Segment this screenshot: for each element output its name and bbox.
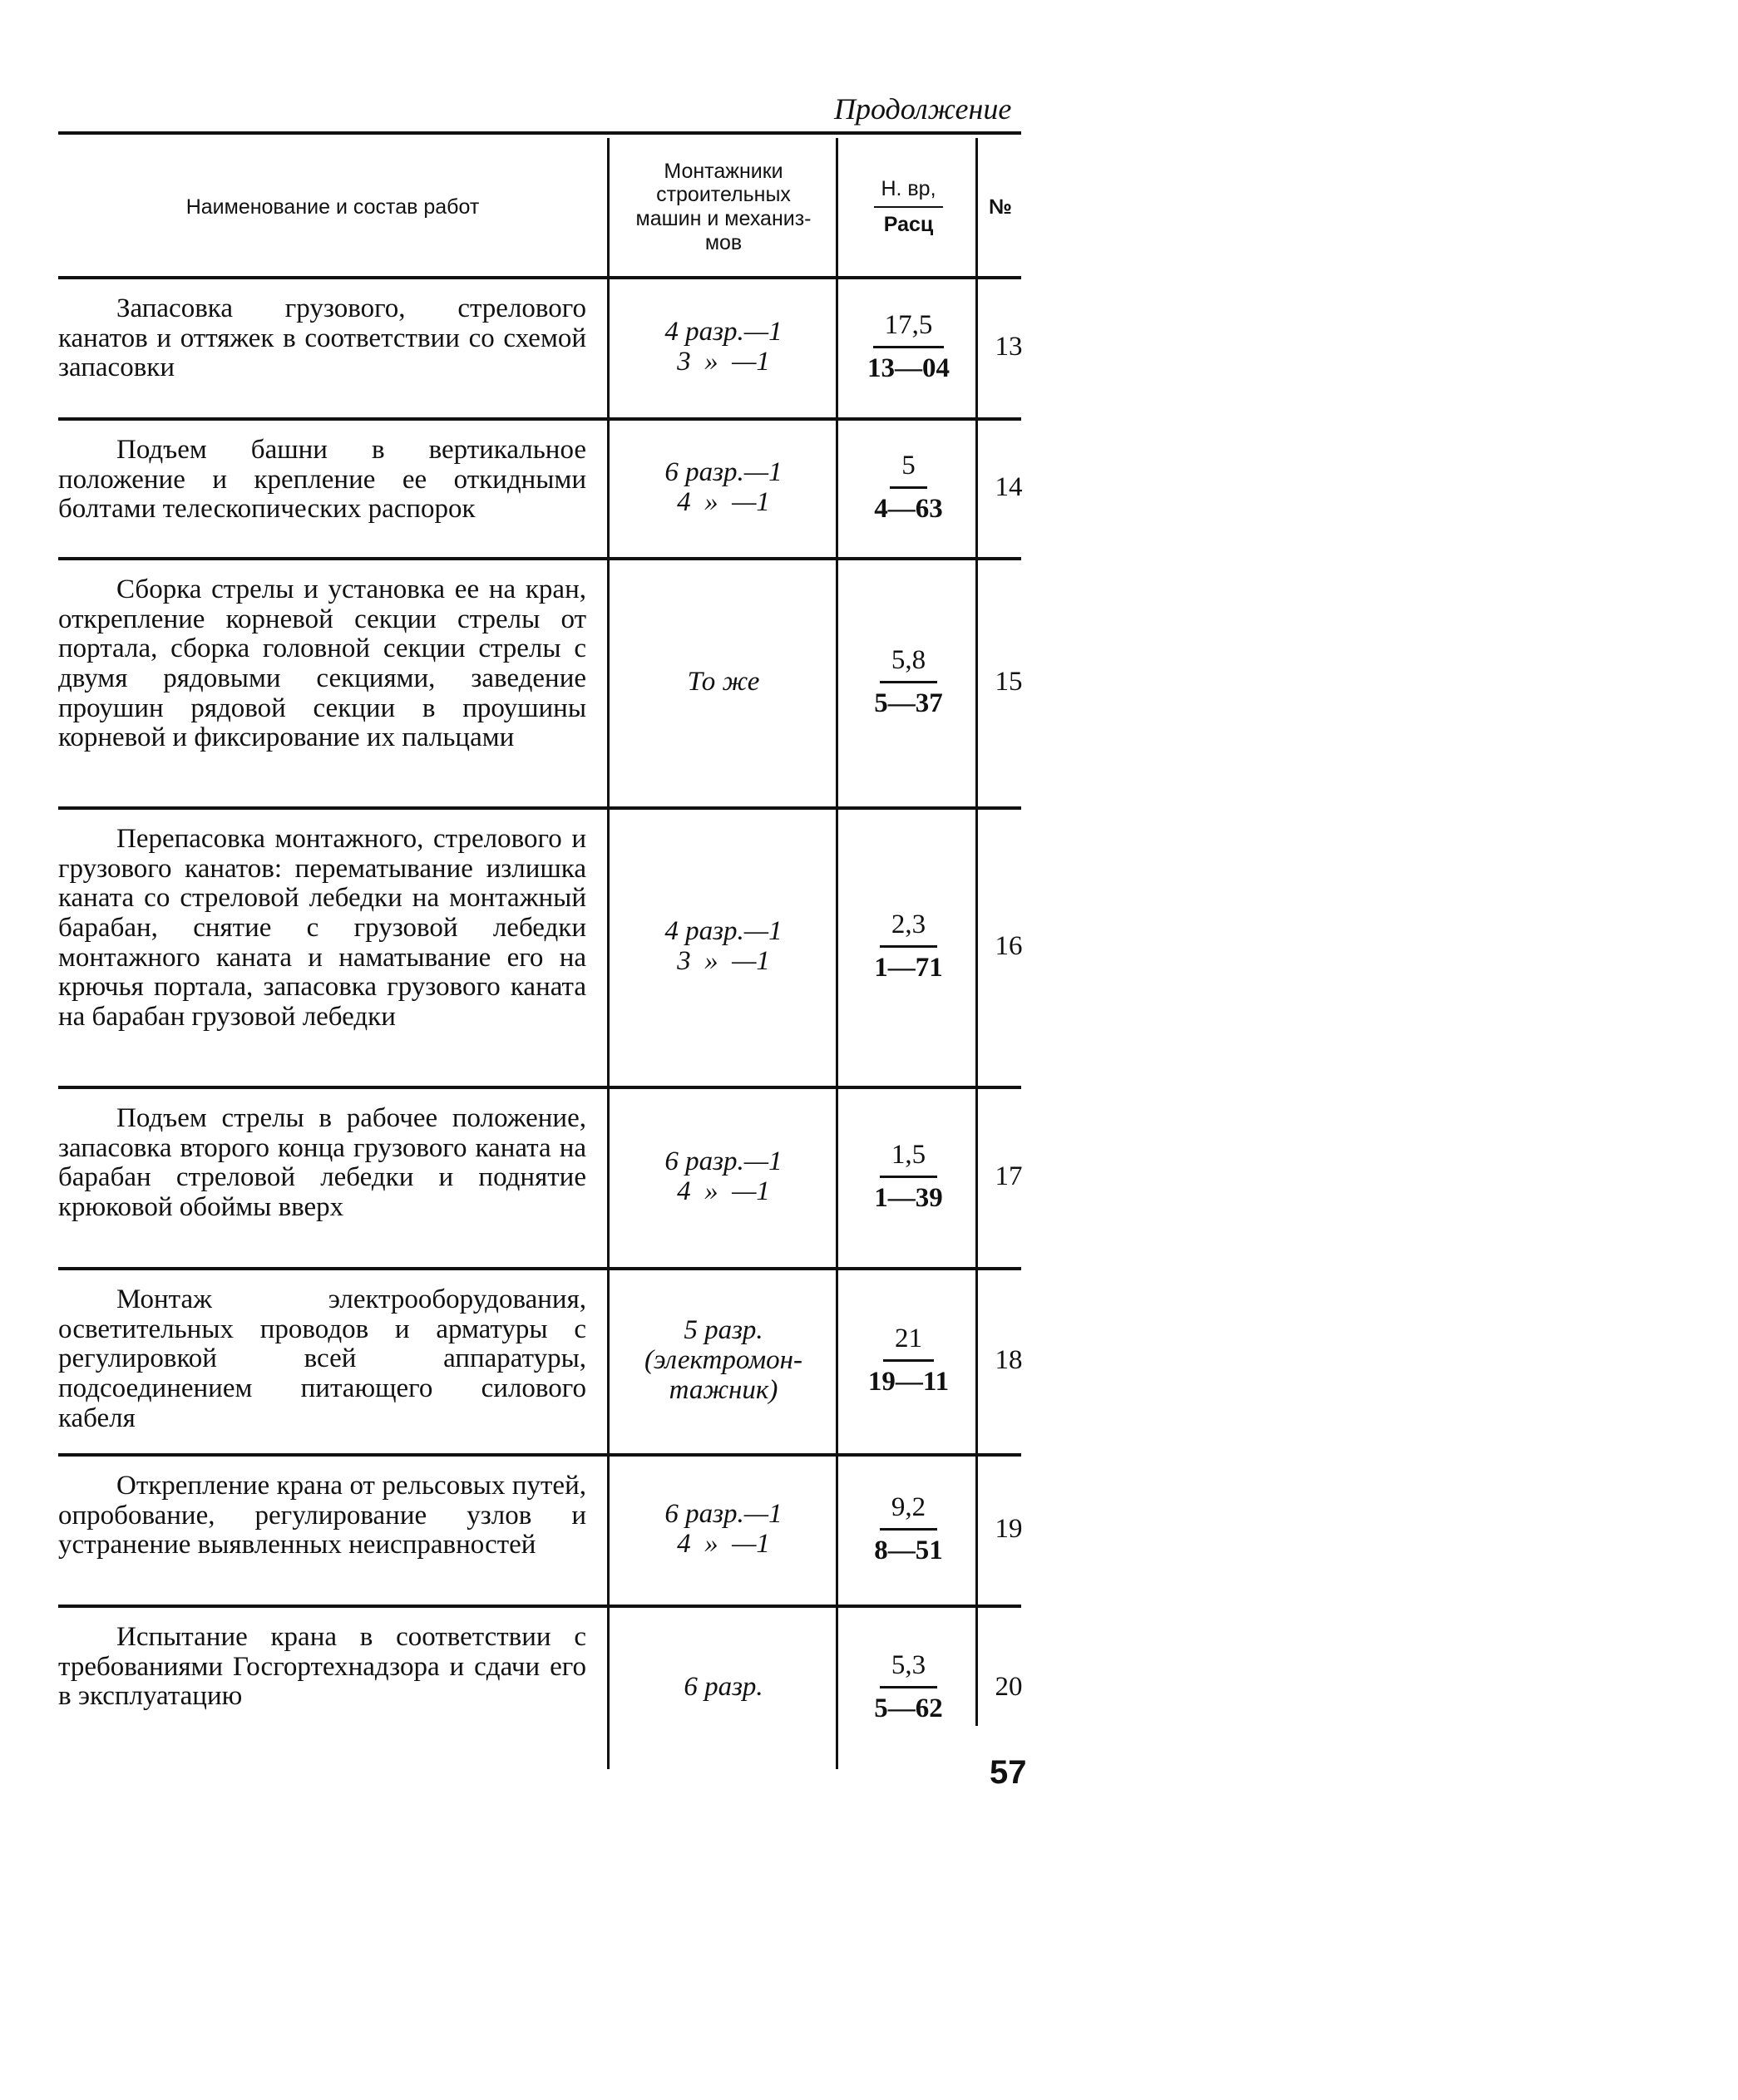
worker-grade: 4 » —1 — [677, 1176, 770, 1206]
worker-grade: тажник) — [669, 1375, 778, 1406]
header-name: Наименование и состав работ — [185, 195, 480, 219]
row-number: 15 — [995, 666, 1023, 697]
work-description — [58, 1285, 586, 1433]
table-row — [58, 276, 1021, 417]
rate-value: 1—39 — [874, 1182, 943, 1213]
worker-grade: 5 разр. — [684, 1314, 763, 1345]
work-description-text: Подъем башни в вертикальное положение и крепление ее откидными болтами телескопических распорок — [58, 435, 586, 525]
worker-grade: 3 » —1 — [677, 347, 770, 377]
work-description — [58, 825, 586, 1032]
work-description-text: Открепление крана от рельсовых путей, опробование, регулирование узлов и устранение выявленных неисправностей — [58, 1471, 586, 1560]
header-num: № — [989, 195, 1012, 219]
work-description-text: Перепасовка монтажного, стрелового и грузового канатов: перематывание излишка каната со стреловой лебедки на монтажный барабан, снятие с грузовой лебедки монтажного каната и наматывание его на крючья портала, запасовка грузового каната на барабан грузовой лебедки — [58, 824, 586, 1032]
work-description — [58, 294, 586, 383]
norm-cell — [840, 417, 977, 557]
table-row — [58, 557, 1021, 806]
norm-cell — [840, 557, 977, 806]
row-number: 14 — [995, 471, 1023, 502]
workers-cell — [611, 1086, 836, 1267]
table-row — [58, 1605, 1021, 1769]
workers-cell — [611, 1453, 836, 1605]
norm-cell — [840, 1086, 977, 1267]
table-row — [58, 1086, 1021, 1267]
work-description-text: Сборка стрелы и установка ее на кран, открепление корневой секции стрелы от портала, сборка головной секции стрелы с двумя рядовыми секциями, заведение проушин рядовой секции в проушины корневой и фиксирование их пальцами — [58, 574, 586, 753]
work-description-text: Подъем стрелы в рабочее положение, запасовка второго конца грузового каната на барабан стреловой лебедки и поднятие крюковой обоймы вверх — [58, 1103, 586, 1222]
worker-grade: 3 » —1 — [677, 946, 770, 976]
workers-cell — [611, 276, 836, 417]
header-norm-top: Н. вр, — [874, 177, 942, 208]
table-header — [58, 131, 1021, 276]
norm-time: 5 — [890, 451, 927, 489]
header-workers-label: Монтажники строительных машин и механиз-мов — [635, 159, 812, 254]
work-description-text: Монтаж электрооборудования, осветительных проводов и арматуры с регулировкой всей аппаратуры, подсоединением питающего силового кабеля — [58, 1284, 586, 1433]
table-row — [58, 1453, 1021, 1605]
work-description — [58, 1471, 586, 1560]
workers-cell — [611, 806, 836, 1086]
norm-cell — [840, 806, 977, 1086]
workers-cell — [611, 417, 836, 557]
rate-value: 8—51 — [874, 1535, 943, 1565]
header-workers — [611, 138, 836, 276]
header-norm — [840, 138, 977, 276]
norm-time: 21 — [883, 1324, 934, 1362]
norm-time: 2,3 — [880, 910, 937, 948]
rate-value: 1—71 — [874, 952, 943, 983]
rate-value: 5—62 — [874, 1693, 943, 1723]
norm-time: 17,5 — [873, 310, 945, 348]
worker-grade: 4 » —1 — [677, 1529, 770, 1559]
work-description — [58, 1104, 586, 1223]
rate-value: 13—04 — [867, 352, 950, 383]
norm-time: 1,5 — [880, 1140, 937, 1178]
table-row — [58, 806, 1021, 1086]
work-description — [58, 575, 586, 753]
worker-grade: (электромон- — [644, 1344, 803, 1375]
rate-value: 19—11 — [867, 1366, 950, 1397]
norm-time: 5,3 — [880, 1650, 937, 1688]
work-description-text: Испытание крана в соответствии с требованиями Госгортехнадзора и сдачи его в эксплуатацию — [58, 1622, 586, 1712]
rate-value: 4—63 — [874, 493, 943, 524]
row-number: 13 — [995, 331, 1023, 362]
worker-grade: 4 разр.—1 — [664, 316, 783, 347]
continuation-label: Продолжение — [834, 92, 1012, 126]
worker-grade: 4 » —1 — [677, 487, 770, 517]
header-norm-bottom: Расц — [883, 213, 934, 236]
worker-grade: То же — [687, 666, 760, 697]
norm-time: 5,8 — [880, 645, 937, 683]
worker-grade: 6 разр.—1 — [664, 1146, 783, 1176]
work-description-text: Запасовка грузового, стрелового канатов и оттяжек в соответствии со схемой запасовки — [58, 293, 586, 383]
row-number: 16 — [995, 930, 1023, 961]
workers-cell — [611, 1267, 836, 1453]
worker-grade: 6 разр.—1 — [664, 456, 783, 487]
norm-cell — [840, 1605, 977, 1769]
worker-grade: 6 разр. — [684, 1671, 763, 1702]
worker-grade: 6 разр.—1 — [664, 1498, 783, 1529]
work-description — [58, 436, 586, 525]
row-number: 19 — [995, 1513, 1023, 1544]
table-row — [58, 1267, 1021, 1453]
norm-cell — [840, 1453, 977, 1605]
work-description — [58, 1623, 586, 1712]
workers-cell — [611, 557, 836, 806]
page-number: 57 — [990, 1754, 1027, 1791]
table-row — [58, 417, 1021, 557]
row-number: 18 — [995, 1344, 1023, 1375]
row-number: 17 — [995, 1161, 1023, 1191]
workers-cell — [611, 1605, 836, 1769]
norm-time: 9,2 — [880, 1492, 937, 1531]
rate-value: 5—37 — [874, 688, 943, 718]
norm-cell — [840, 276, 977, 417]
row-number: 20 — [995, 1671, 1023, 1702]
worker-grade: 4 разр.—1 — [664, 915, 783, 946]
norm-cell — [840, 1267, 977, 1453]
